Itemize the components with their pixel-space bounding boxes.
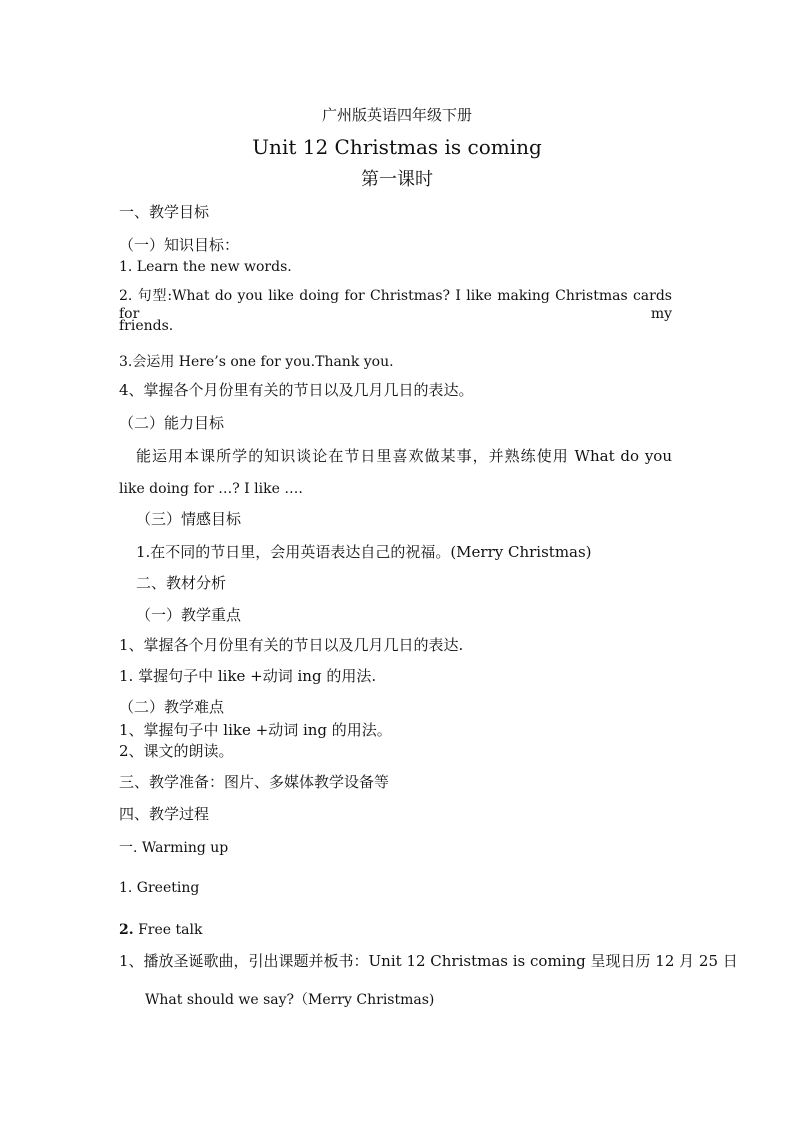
- section-heading: 四、教学过程: [119, 805, 210, 823]
- list-item-continuation: friends.: [119, 318, 174, 334]
- list-item-number: 2.: [119, 922, 134, 938]
- unit-title: Unit 12 Christmas is coming: [252, 135, 542, 159]
- list-item: 2. 句型:What do you like doing for Christmas? I like making Christmas cards for my: [119, 288, 672, 322]
- subsection-heading: （一）知识目标：: [119, 236, 240, 254]
- paragraph: 能运用本课所学的知识谈论在节日里喜欢做某事，并熟练使用 What do you: [136, 447, 672, 465]
- textbook-title: 广州版英语四年级下册: [321, 106, 472, 124]
- list-item-text: Free talk: [133, 922, 203, 938]
- list-item: 4、掌握各个月份里有关的节日以及几月几日的表达。: [119, 381, 474, 399]
- paragraph: What should we say?（Merry Christmas): [145, 992, 435, 1008]
- section-heading: 一、教学目标: [119, 203, 210, 221]
- lesson-title: 第一课时: [361, 169, 433, 190]
- list-item: 1.在不同的节日里，会用英语表达自己的祝福。(Merry Christmas): [136, 543, 592, 561]
- list-item: 1、掌握各个月份里有关的节日以及几月几日的表达.: [119, 636, 464, 654]
- list-item: 3.会运用 Here’s one for you.Thank you.: [119, 354, 394, 370]
- paragraph-continuation: like doing for …? I like ….: [119, 481, 303, 497]
- list-item: 2、课文的朗读。: [119, 742, 234, 760]
- list-item: 1、掌握句子中 like +动词 ing 的用法。: [119, 721, 392, 739]
- list-item: 1、播放圣诞歌曲，引出课题并板书：Unit 12 Christmas is coming 呈现日历 12 月 25 日: [119, 952, 738, 970]
- subsection-heading: （三）情感目标: [136, 510, 242, 528]
- subsection-heading: （一）教学重点: [136, 606, 242, 624]
- list-item: 1. 掌握句子中 like +动词 ing 的用法.: [119, 667, 377, 685]
- subsection-heading: （二）能力目标: [119, 414, 225, 432]
- section-heading: 三、教学准备：图片、多媒体教学设备等: [119, 773, 390, 791]
- list-item: [119, 921, 202, 939]
- list-item: 1. Learn the new words.: [119, 259, 292, 275]
- step-heading: 一. Warming up: [119, 840, 229, 856]
- section-heading: 二、教材分析: [136, 574, 227, 592]
- list-item: 1. Greeting: [119, 880, 200, 896]
- subsection-heading: （二）教学难点: [119, 698, 225, 716]
